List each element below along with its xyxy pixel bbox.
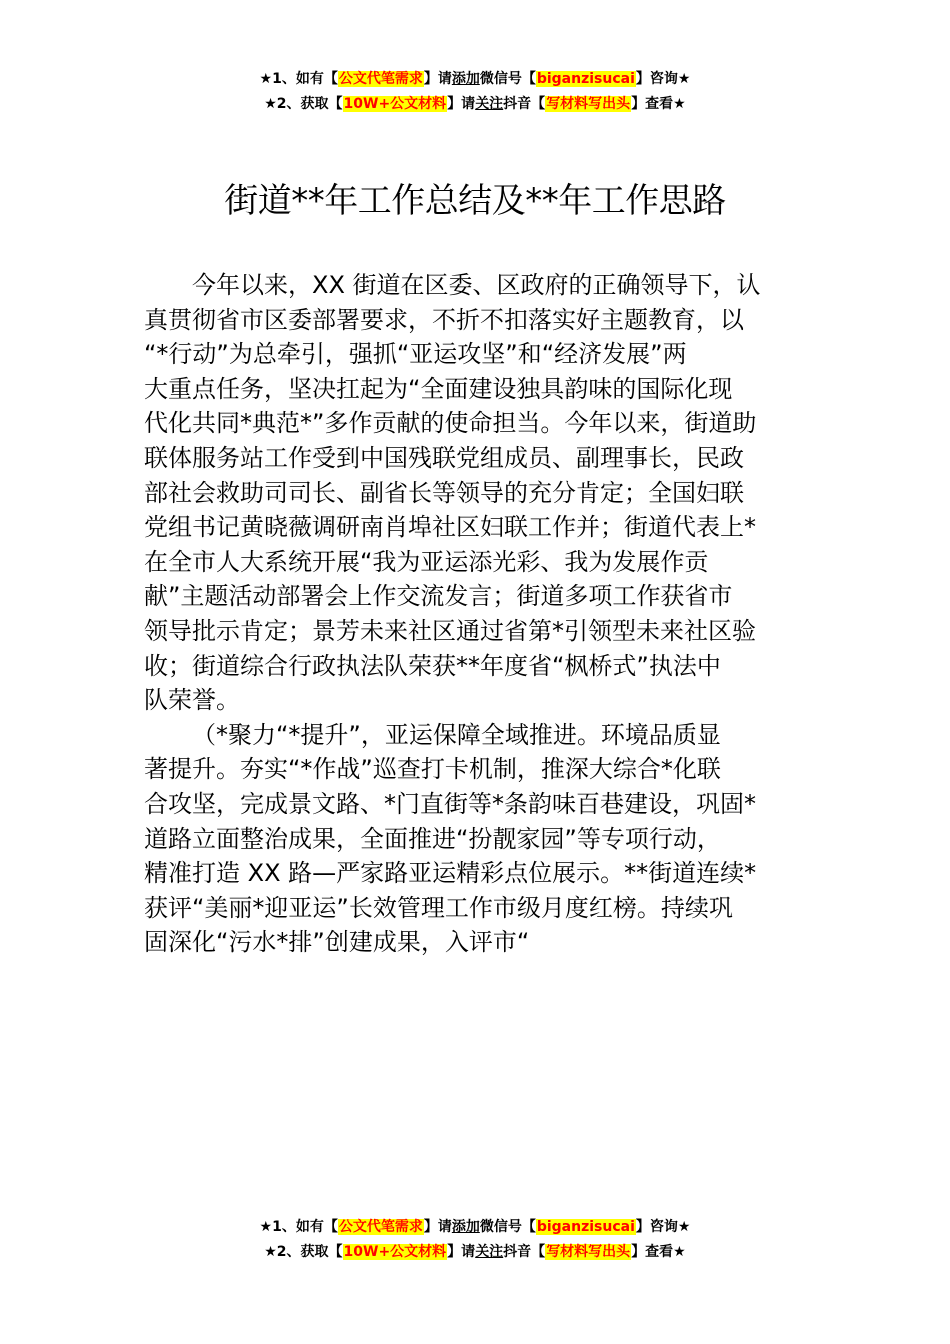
document-title: 街道**年工作总结及**年工作思路 bbox=[224, 181, 726, 221]
banner-text: ★2、获取【 bbox=[264, 1244, 343, 1260]
body-line: 领导批示肯定；景芳未来社区通过省第*引领型未来社区验 bbox=[144, 616, 756, 645]
banner-line-1 bbox=[0, 67, 950, 92]
highlight-tag: 公文代笔需求 bbox=[338, 71, 423, 87]
banner-text: 】请 bbox=[423, 71, 452, 87]
banner-underlined-text: 添加 bbox=[451, 1219, 480, 1235]
highlight-tag: 公文代笔需求 bbox=[338, 1219, 423, 1235]
banner-text: 抖音【 bbox=[503, 1244, 546, 1260]
highlight-tag: 写材料写出头 bbox=[546, 1244, 631, 1260]
banner-underlined-text: 添加 bbox=[451, 71, 480, 87]
highlight-tag: biganzisucai bbox=[536, 1219, 635, 1235]
bottom-banner bbox=[0, 1215, 950, 1265]
body-line: 党组书记黄晓薇调研南肖埠社区妇联工作并；街道代表上* bbox=[144, 513, 756, 542]
body-line: 大重点任务，坚决扛起为“全面建设独具韵味的国际化现 bbox=[144, 374, 733, 403]
body-line: 收；街道综合行政执法队荣获**年度省“枫桥式”执法中 bbox=[144, 651, 721, 680]
banner-text: ★2、获取【 bbox=[264, 96, 343, 112]
body-line: 联体服务站工作受到中国残联党组成员、副理事长，民政 bbox=[144, 443, 744, 472]
banner-line-1 bbox=[0, 1215, 950, 1240]
highlight-tag: 写材料写出头 bbox=[546, 96, 631, 112]
body-line: 固深化“污水*排”创建成果，入评市“ bbox=[144, 928, 530, 957]
banner-text: 】请 bbox=[447, 96, 476, 112]
banner-text: 微信号【 bbox=[479, 71, 536, 87]
banner-line-2 bbox=[0, 92, 950, 117]
body-line: 合攻坚，完成景文路、*门直街等*条韵味百巷建设，巩固* bbox=[144, 789, 756, 818]
body-line: 部社会救助司司长、副省长等领导的充分肯定；全国妇联 bbox=[144, 478, 744, 507]
body-line: “*行动”为总牵引，强抓“亚运攻坚”和“经济发展”两 bbox=[144, 340, 687, 369]
body-line: 今年以来，XX 街道在区委、区政府的正确领导下，认 bbox=[192, 271, 761, 299]
banner-text: 】咨询★ bbox=[635, 71, 691, 87]
body-line: 获评“美丽*迎亚运”长效管理工作市级月度红榜。持续巩 bbox=[144, 893, 733, 922]
document-body bbox=[144, 268, 810, 960]
body-line: 在全市人大系统开展“我为亚运添光彩、我为发展作贡 bbox=[144, 547, 709, 576]
banner-text: 微信号【 bbox=[479, 1219, 536, 1235]
body-line: 精准打造 XX 路—严家路亚运精彩点位展示。**街道连续* bbox=[144, 859, 757, 888]
body-line: 队荣誉。 bbox=[144, 686, 240, 715]
banner-text: 】请 bbox=[447, 1244, 476, 1260]
body-line: （*聚力“*提升”，亚运保障全域推进。环境品质显 bbox=[192, 720, 721, 749]
body-line: 道路立面整治成果，全面推进“扮靓家园”等专项行动， bbox=[144, 824, 721, 853]
body-line: 真贯彻省市区委部署要求，不折不扣落实好主题教育，以 bbox=[144, 305, 744, 334]
banner-underlined-text: 关注 bbox=[475, 96, 504, 112]
top-banner bbox=[0, 67, 950, 117]
body-line: 献”主题活动部署会上作交流发言；街道多项工作获省市 bbox=[144, 582, 733, 611]
banner-text: ★1、如有【 bbox=[259, 71, 338, 87]
body-line: 著提升。夯实“*作战”巡查打卡机制，推深大综合*化联 bbox=[144, 755, 721, 784]
banner-text: 】请 bbox=[423, 1219, 452, 1235]
banner-text: 抖音【 bbox=[503, 96, 546, 112]
banner-underlined-text: 关注 bbox=[475, 1244, 504, 1260]
banner-line-2 bbox=[0, 1240, 950, 1265]
banner-text: 】查看★ bbox=[631, 1244, 686, 1260]
banner-text: 】查看★ bbox=[631, 96, 686, 112]
body-line: 代化共同*典范*”多作贡献的使命担当。今年以来，街道助 bbox=[144, 409, 757, 438]
banner-text: 】咨询★ bbox=[635, 1219, 691, 1235]
banner-text: ★1、如有【 bbox=[259, 1219, 338, 1235]
highlight-tag: biganzisucai bbox=[536, 71, 635, 87]
highlight-tag: 10W+公文材料 bbox=[343, 1244, 447, 1260]
highlight-tag: 10W+公文材料 bbox=[343, 96, 447, 112]
